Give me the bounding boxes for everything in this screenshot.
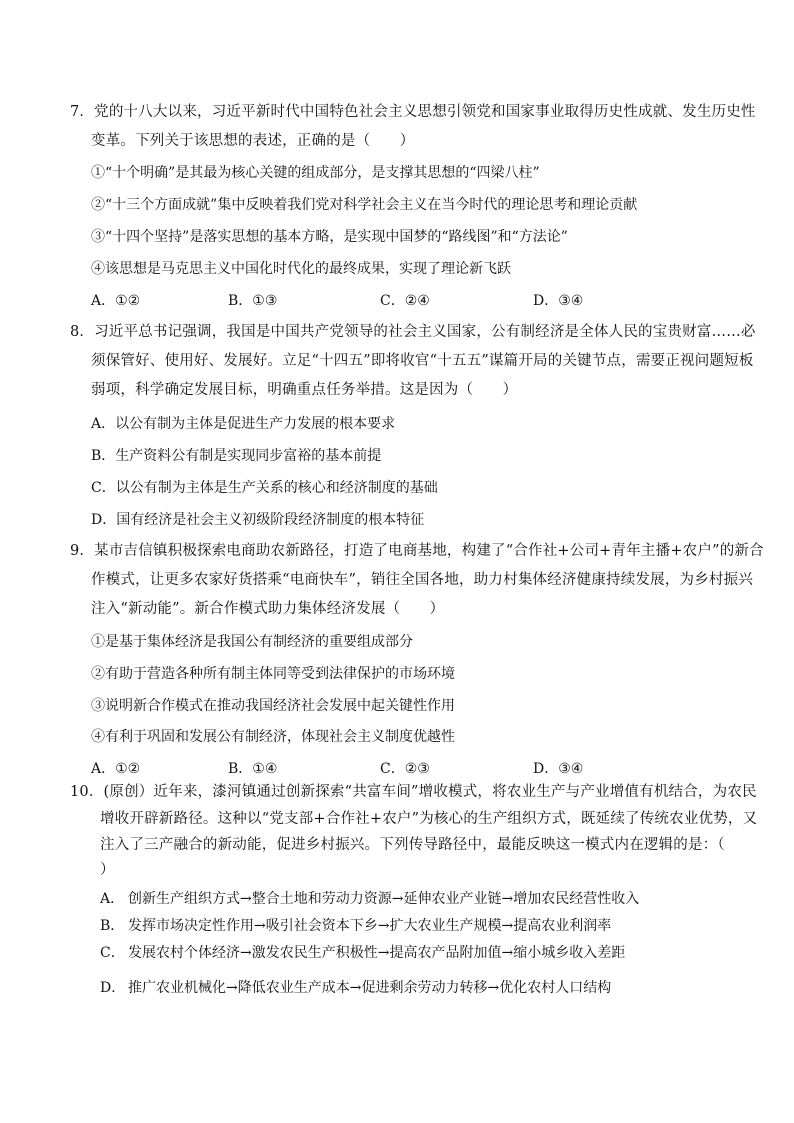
question-10-option-d: [100, 978, 611, 998]
option-label: D．: [91, 512, 117, 528]
option-label: B．: [228, 293, 253, 309]
question-9-option-c: [380, 759, 430, 779]
option-text: 创新生产组织方式→整合土地和劳动力资源→延伸农业产业链→增加农民经营性收入: [128, 891, 640, 907]
question-8-option-d: [91, 510, 424, 530]
option-label: B．: [228, 761, 253, 777]
question-7-stem-line-1: 7．党的十八大以来，习近平新时代中国特色社会主义思想引领党和国家事业取得历史性成就、发生历史性: [70, 104, 756, 120]
question-9-stem-line-3: 注入“新动能”。新合作模式助力集体经济发展（ ）: [91, 601, 445, 617]
option-label: D．: [533, 761, 559, 777]
option-text: ③④: [558, 293, 584, 309]
option-text: 以公有制为主体是生产关系的核心和经济制度的基础: [115, 480, 438, 496]
question-9-stem-line-1: 9．某市吉信镇积极探索电商助农新路径，打造了电商基地，构建了“合作社+公司+青年主播+农户”的新合: [70, 543, 764, 559]
question-10-stem-line-3: 注入了三产融合的新动能，促进乡村振兴。下列传导路径中，最能反映这一模式内在逻辑的是：（: [100, 837, 725, 853]
question-7-statement-3: ③“十四个坚持”是落实思想的基本方略，是实现中国梦的“路线图”和“方法论”: [91, 229, 568, 245]
option-label: B．: [91, 448, 116, 464]
option-text: 以公有制为主体是促进生产力发展的根本要求: [115, 416, 396, 432]
question-9-option-b: [228, 759, 277, 779]
question-7-statement-1: ①“十个明确”是其最为核心关键的组成部分，是支撑其思想的“四梁八柱”: [91, 165, 540, 181]
option-text: 发展农村个体经济→激发农民生产积极性→提高农产品附加值→缩小城乡收入差距: [128, 945, 626, 961]
option-text: ②③: [404, 761, 430, 777]
option-label: A．: [91, 416, 116, 432]
question-7-stem-line-2: 变革。下列关于该思想的表述，正确的是（ ）: [91, 133, 415, 149]
option-label: C．: [91, 480, 116, 496]
question-9-stem-line-2: 作模式，让更多农家好货搭乘“电商快车”，销往全国各地，助力村集体经济健康持续发展，为乡村振兴: [91, 572, 754, 588]
option-label: D．: [100, 980, 126, 996]
option-label: A．: [100, 891, 125, 907]
option-text: 发挥市场决定性作用→吸引社会资本下乡→扩大农业生产规模→提高农业利润率: [128, 918, 612, 934]
option-text: ①②: [115, 293, 141, 309]
option-text: ①③: [252, 293, 278, 309]
question-7-option-d: [533, 291, 583, 311]
question-8-stem-line-1: 8．习近平总书记强调，我国是中国共产党领导的社会主义国家，公有制经济是全体人民的宝贵财富……必: [70, 324, 756, 340]
option-label: C．: [100, 945, 125, 961]
question-7-option-c: [380, 291, 430, 311]
question-8-option-c: [91, 478, 438, 498]
option-label: C．: [380, 293, 405, 309]
option-text: ②④: [404, 293, 430, 309]
option-text: ③④: [558, 761, 584, 777]
question-8-stem-line-3: 弱项，科学确定发展目标，明确重点任务举措。这是因为（ ）: [91, 382, 518, 398]
option-label: A．: [91, 293, 116, 309]
question-7-option-a: [91, 291, 140, 311]
question-9-option-a: [91, 759, 140, 779]
question-9-option-d: [533, 759, 583, 779]
question-9-statement-4: ④有利于巩固和发展公有制经济，体现社会主义制度优越性: [91, 729, 455, 745]
question-8-option-b: [91, 446, 381, 466]
option-text: ①②: [115, 761, 141, 777]
option-text: 国有经济是社会主义初级阶段经济制度的根本特征: [116, 512, 425, 528]
question-7-statement-2: ②“十三个方面成就”集中反映着我们党对科学社会主义在当今时代的理论思考和理论贡献: [91, 197, 638, 213]
option-label: B．: [100, 918, 125, 934]
question-10-option-a: [100, 889, 639, 909]
question-10-stem-line-4: ）: [100, 862, 115, 878]
option-text: ①④: [252, 761, 278, 777]
question-10-stem-line-1: 10．(原创）近年来，漆河镇通过创新探索“共富车间”增收模式，将农业生产与产业增值有机结合，为农民: [70, 784, 757, 800]
question-8-option-a: [91, 414, 395, 434]
option-text: 推广农业机械化→降低农业生产成本→促进剩余劳动力转移→优化农村人口结构: [128, 980, 612, 996]
question-10-stem-line-2: 增收开辟新路径。这种以“党支部+合作社+农户”为核心的生产组织方式，既延续了传统农业优势，又: [100, 811, 758, 827]
question-8-stem-line-2: 须保管好、使用好、发展好。立足“十四五”即将收官“十五五”谋篇开局的关键节点，需要正视问题短板: [91, 353, 754, 369]
question-10-option-c: [100, 943, 625, 963]
question-9-statement-3: ③说明新合作模式在推动我国经济社会发展中起关键性作用: [91, 698, 455, 714]
question-7-option-b: [228, 291, 277, 311]
option-text: 生产资料公有制是实现同步富裕的基本前提: [115, 448, 382, 464]
option-label: A．: [91, 761, 116, 777]
question-9-statement-1: ①是基于集体经济是我国公有制经济的重要组成部分: [91, 634, 413, 650]
question-7-statement-4: ④该思想是马克思主义中国化时代化的最终成果，实现了理论新飞跃: [91, 261, 511, 277]
option-label: C．: [380, 761, 405, 777]
question-10-option-b: [100, 916, 611, 936]
option-label: D．: [533, 293, 559, 309]
question-9-statement-2: ②有助于营造各种所有制主体同等受到法律保护的市场环境: [91, 666, 455, 682]
